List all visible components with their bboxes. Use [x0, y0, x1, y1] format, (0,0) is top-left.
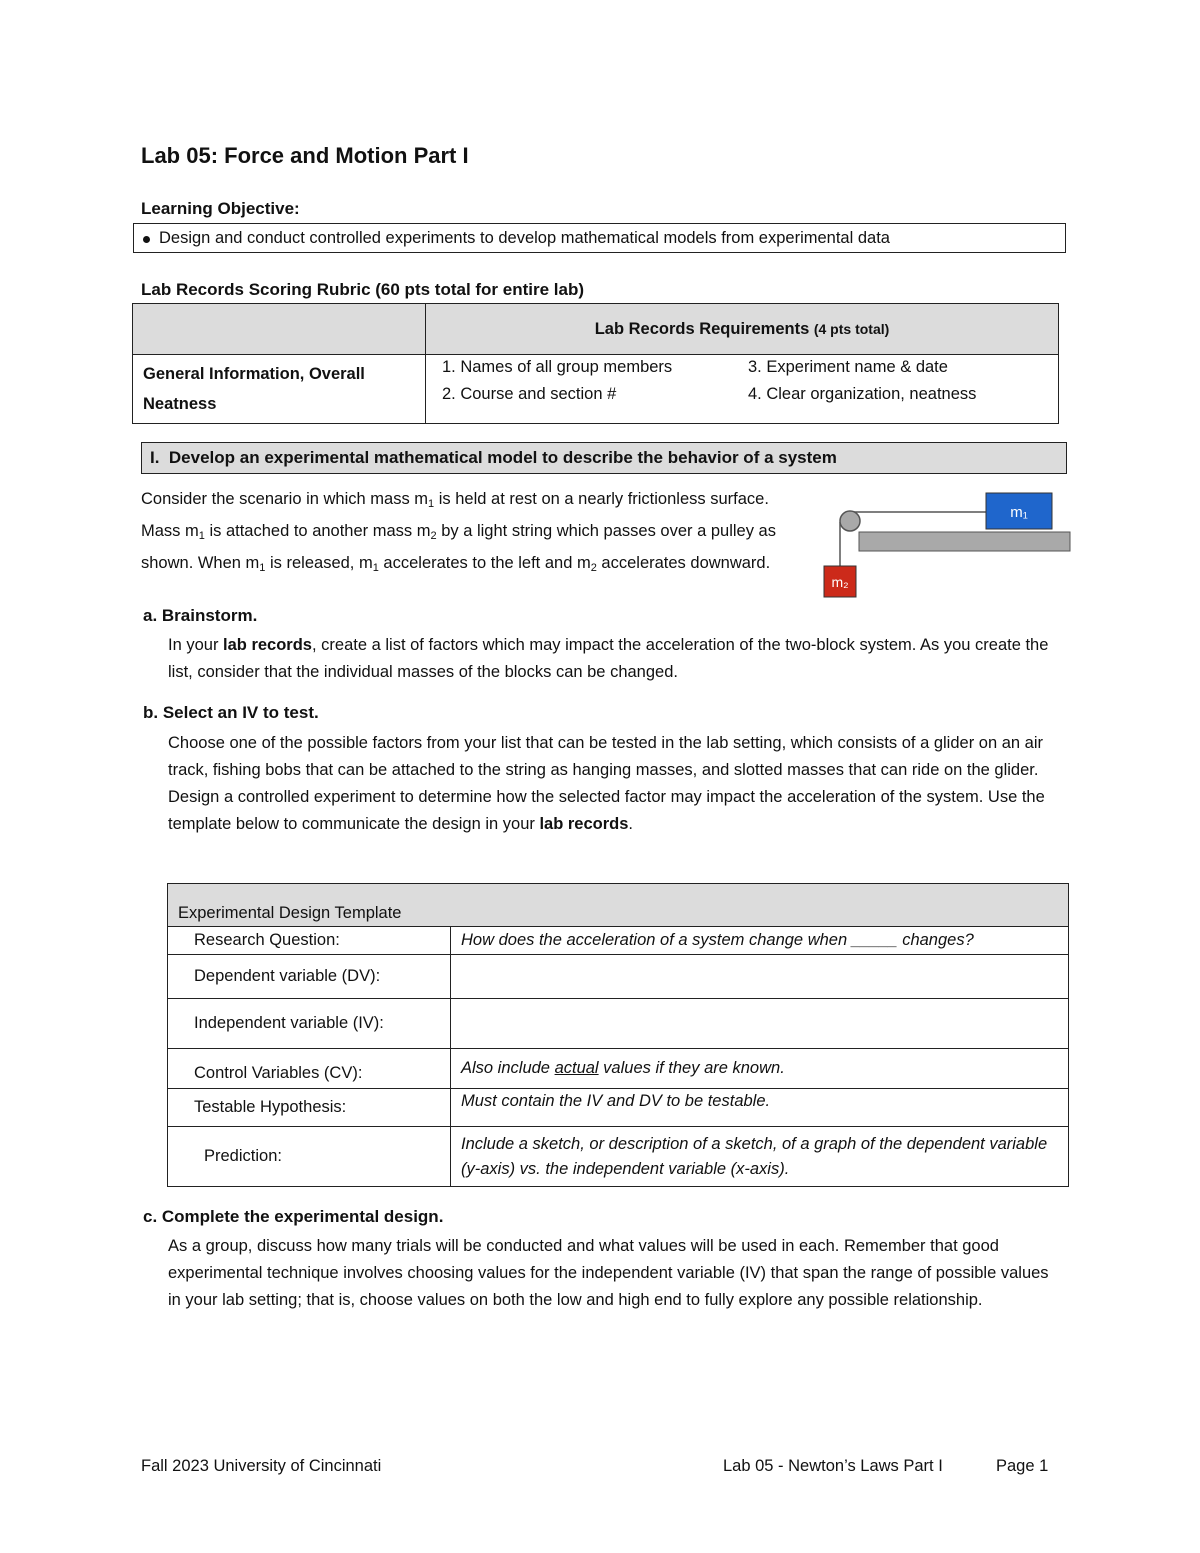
rubric-label: Lab Records Scoring Rubric (60 pts total for entire lab) — [141, 280, 585, 299]
learning-objective-label: Learning Objective: — [141, 199, 300, 218]
scenario-paragraph: Consider the scenario in which mass $m_1$ is held at rest on a nearly frictionless surface. Mass $m_1$ is attached to another mass $m_2$ by a light string which passes over a pulley as shown. When $m_1$ is released, $m_1$ accelerates to the left and $m_2$ accelerates downward. — [141, 490, 776, 574]
rubric-row-label: General Information, Overall Neatness — [133, 355, 426, 424]
learning-objective-box — [133, 223, 1066, 253]
design-row-label: Independent variable (IV): — [168, 999, 451, 1049]
design-caption: Experimental Design Template — [168, 884, 1069, 927]
design-row-label: Prediction: — [168, 1127, 451, 1187]
item-b-text: Choose one of the possible factors from your list that can be tested in the lab setting, which consists of a glider on an air track, fishing bobs that can be attached to the string as hanging masses, and slotted masses that can ride on the glider. Design a controlled experiment to determine how the selected factor may impact the acceleration of the system. Use the template below to communicate the design in your lab records. — [168, 734, 1045, 833]
design-row-label: Control Variables (CV): — [168, 1049, 451, 1089]
rubric-table — [132, 303, 1059, 424]
item-c-heading: c. Complete the experimental design. — [143, 1207, 444, 1226]
design-row-value: Also include actual values if they are known. — [451, 1049, 1069, 1089]
design-row-value: Include a sketch, or description of a sketch, of a graph of the dependent variable (y-axis) vs. the independent variable (x-axis). — [451, 1127, 1069, 1187]
design-row-label: Research Question: — [168, 927, 451, 955]
page-title: Lab 05: Force and Motion Part I — [141, 143, 469, 168]
design-row-value[interactable] — [451, 955, 1069, 999]
requirement-item: 1. Names of all group members — [442, 358, 673, 376]
page-number: Page 1 — [996, 1457, 1049, 1475]
design-row-value: How does the acceleration of a system change when _____ changes? — [451, 927, 1069, 955]
footer-right: Lab 05 - Newton’s Laws Part I — [723, 1457, 943, 1475]
design-row-label: Dependent variable (DV): — [168, 955, 451, 999]
design-row-value: Must contain the IV and DV to be testable. — [451, 1089, 1069, 1127]
design-row-label: Testable Hypothesis: — [168, 1089, 451, 1127]
learning-objective-text: Design and conduct controlled experiments to develop mathematical models from experimental data — [159, 229, 890, 247]
section-heading — [141, 442, 1067, 474]
mass-m1-label: m₁ — [1010, 504, 1028, 521]
requirement-item: 4. Clear organization, neatness — [748, 385, 977, 403]
footer-left: Fall 2023 University of Cincinnati — [141, 1457, 382, 1475]
rubric-header-empty — [133, 304, 426, 355]
mass-m2-label: m₂ — [831, 574, 849, 590]
item-a-heading: a. Brainstorm. — [143, 606, 258, 625]
rubric-header-points: (4 pts total) — [813, 320, 890, 337]
rubric-header — [426, 304, 1059, 355]
table-surface — [859, 532, 1070, 551]
item-a-text: In your lab records, create a list of factors which may impact the acceleration of the two-block system. As you create the list, consider that the individual masses of the blocks can be changed. — [168, 636, 1049, 681]
section-number: I. — [150, 448, 160, 467]
experimental-design-table — [167, 883, 1069, 1187]
rubric-header-title: Lab Records Requirements — [594, 319, 810, 338]
requirement-item: 3. Experiment name & date — [748, 358, 948, 376]
rubric-requirements — [426, 355, 1059, 424]
requirement-item: 2. Course and section # — [442, 385, 617, 403]
item-c-text: As a group, discuss how many trials will be conducted and what values will be used in each. Remember that good experimental technique involves choosing values for the independent variable (IV) that span the range of possible values in your lab setting; that is, choose values on both the low and high end to fully explore any possible relationship. — [168, 1237, 1049, 1309]
item-b-heading: b. Select an IV to test. — [143, 703, 319, 722]
design-row-value[interactable] — [451, 999, 1069, 1049]
pulley-icon — [840, 511, 860, 531]
pulley-diagram — [810, 486, 1080, 606]
section-title: Develop an experimental mathematical model to describe the behavior of a system — [168, 448, 837, 467]
bullet-icon — [143, 236, 150, 243]
